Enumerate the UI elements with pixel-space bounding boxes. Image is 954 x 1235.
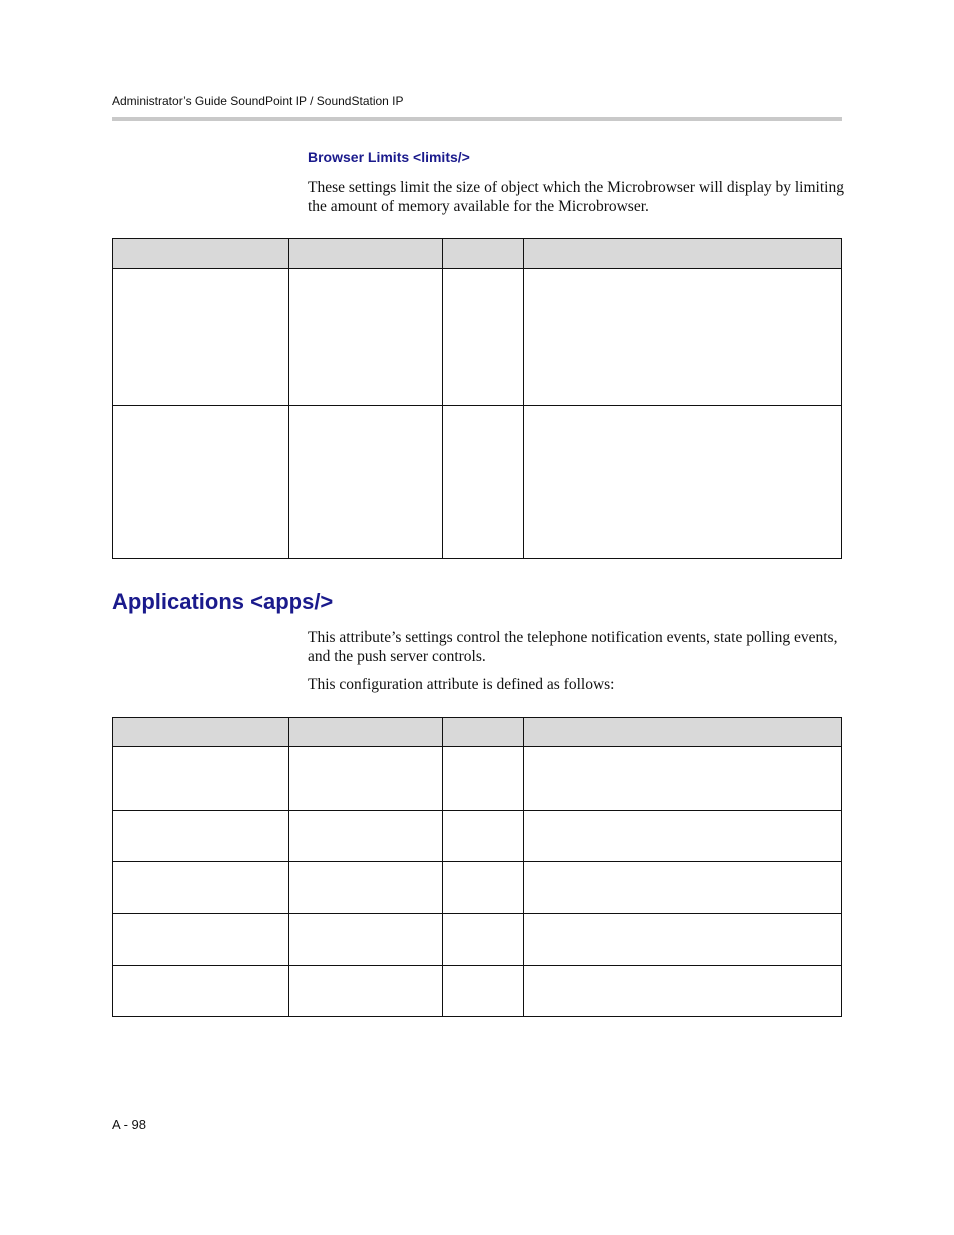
header-cell [289,718,443,747]
applications-paragraph-1: This attribute’s settings control the telephone notification events, state polling events, and the push server controls. [308,629,838,665]
table-row [113,811,842,862]
table-cell [289,811,443,862]
table-cell [113,747,289,811]
browser-limits-paragraph: These settings limit the size of object which the Microbrowser will display by limiting the amount of memory available for the Microbrowser. [308,179,844,215]
table-cell [524,966,842,1017]
browser-limits-table [112,238,842,559]
header-cell [289,239,443,269]
table-cell [113,269,289,406]
table-cell [289,747,443,811]
table-cell [443,269,524,406]
table-cell [524,914,842,966]
table-cell [289,406,443,559]
header-rule [112,117,842,121]
table-cell [289,914,443,966]
header-cell [524,239,842,269]
running-header: Administrator’s Guide SoundPoint IP / SoundStation IP [112,94,404,108]
applications-table [112,717,842,1017]
table-cell [113,406,289,559]
table-row [113,406,842,559]
table-cell [289,862,443,914]
table-cell [524,747,842,811]
header-cell [443,239,524,269]
table-cell [113,811,289,862]
table-cell [443,862,524,914]
table-row [113,914,842,966]
table-cell [113,914,289,966]
table-row [113,966,842,1017]
table-cell [443,811,524,862]
page-number: A - 98 [112,1117,146,1132]
table-header-row [113,239,842,269]
table-cell [443,966,524,1017]
table-cell [289,966,443,1017]
header-cell [113,239,289,269]
table-row [113,862,842,914]
table-cell [524,862,842,914]
table-row [113,269,842,406]
table-cell [524,406,842,559]
table-cell [443,914,524,966]
browser-limits-heading: Browser Limits <limits/> [308,149,470,165]
applications-heading: Applications <apps/> [112,589,334,614]
table-cell [113,966,289,1017]
header-cell [113,718,289,747]
table-cell [524,811,842,862]
header-cell [443,718,524,747]
table-header-row [113,718,842,747]
table-cell [289,269,443,406]
table-cell [443,747,524,811]
applications-paragraph-2: This configuration attribute is defined as follows: [308,676,615,693]
table-cell [113,862,289,914]
table-row [113,747,842,811]
table-cell [524,269,842,406]
table-cell [443,406,524,559]
header-cell [524,718,842,747]
